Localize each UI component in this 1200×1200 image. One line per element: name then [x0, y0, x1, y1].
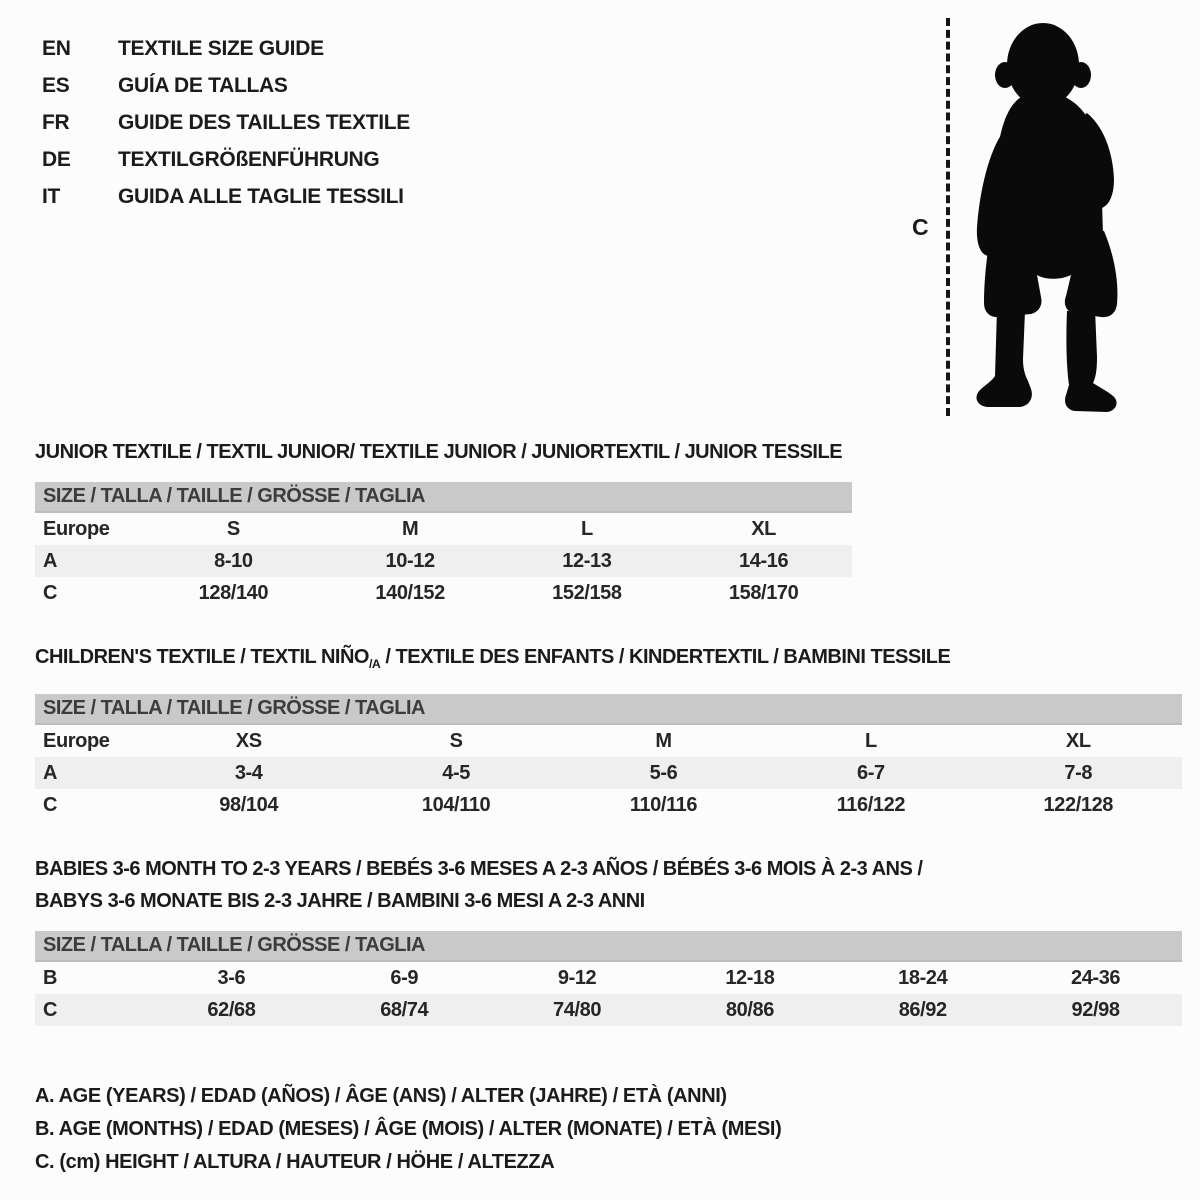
table-cell: 62/68	[207, 998, 256, 1021]
table-cell: 86/92	[898, 998, 947, 1021]
language-row	[42, 141, 410, 178]
table-cell: 6-7	[857, 761, 885, 784]
language-title: TEXTILE SIZE GUIDE	[118, 36, 324, 60]
size-header-band	[35, 482, 852, 513]
table-cell: 14-16	[739, 549, 789, 572]
height-measure-label: C	[912, 214, 929, 240]
section-babies	[35, 853, 1182, 1026]
language-list	[42, 30, 410, 215]
language-code: ES	[42, 73, 70, 97]
height-measure-line	[946, 18, 950, 416]
table-cell: 104/110	[421, 793, 491, 816]
section-title-segment: CHILDREN'S TEXTILE / TEXTIL NIÑO	[35, 646, 369, 668]
row-label: C	[43, 998, 58, 1021]
legend	[35, 1080, 1182, 1179]
language-title: GUÍA DE TALLAS	[118, 73, 288, 97]
size-table	[35, 513, 1182, 609]
table-cell: 92/98	[1071, 998, 1120, 1021]
section-title-block	[35, 641, 1182, 680]
table-row	[35, 577, 852, 609]
table-row	[35, 725, 1182, 757]
table-cell: 110/116	[629, 793, 698, 816]
table-cell: 18-24	[898, 966, 948, 989]
table-cell: XL	[751, 517, 776, 540]
size-table	[35, 962, 1182, 1026]
section-junior	[35, 436, 1182, 609]
section-title-segment: BABIES 3-6 MONTH TO 2-3 YEARS / BEBÉS 3-6 MESES A 2-3 AÑOS / BÉBÉS 3-6 MOIS À 2-3 ANS /	[35, 858, 923, 880]
section-title-segment: / TEXTILE DES ENFANTS / KINDERTEXTIL / BAMBINI TESSILE	[380, 646, 951, 668]
language-code: DE	[42, 147, 71, 171]
table-cell: 9-12	[557, 966, 597, 989]
legend-line: A. AGE (YEARS) / EDAD (AÑOS) / ÂGE (ANS) / ALTER (JAHRE) / ETÀ (ANNI)	[35, 1085, 727, 1107]
table-cell: XL	[1065, 729, 1091, 752]
table-cell: 128/140	[198, 581, 269, 604]
language-code: EN	[42, 36, 71, 60]
table-cell: 80/86	[725, 998, 774, 1021]
section-title	[35, 436, 1182, 468]
table-cell: M	[401, 517, 419, 540]
table-cell: 7-8	[1064, 761, 1093, 784]
table-cell: 12-13	[562, 549, 612, 572]
table-row	[35, 994, 1182, 1026]
table-cell: 24-36	[1070, 966, 1121, 989]
row-label: Europe	[43, 729, 110, 752]
table-cell: 10-12	[385, 549, 435, 572]
table-row	[35, 757, 1182, 789]
language-title: GUIDA ALLE TAGLIE TESSILI	[118, 184, 404, 208]
table-cell: 158/170	[728, 581, 799, 604]
section-title	[35, 641, 1182, 680]
table-cell: L	[864, 729, 877, 752]
toddler-silhouette-image	[963, 16, 1138, 418]
table-cell: 4-5	[442, 761, 470, 784]
table-cell: L	[580, 517, 593, 540]
size-header-band	[35, 694, 1182, 725]
section-children	[35, 641, 1182, 821]
table-cell: 98/104	[219, 793, 279, 816]
legend-line: C. (cm) HEIGHT / ALTURA / HAUTEUR / HÖHE / ALTEZZA	[35, 1151, 555, 1173]
section-title	[35, 853, 1182, 885]
language-row	[42, 30, 410, 67]
table-cell: XS	[235, 729, 262, 752]
table-cell: S	[226, 517, 240, 540]
table-row	[35, 545, 852, 577]
table-cell: 116/122	[836, 793, 906, 816]
table-cell: 5-6	[649, 761, 678, 784]
section-title-segment: /A	[368, 657, 381, 671]
size-header-text: SIZE / TALLA / TAILLE / GRÖSSE / TAGLIA	[43, 697, 425, 719]
table-cell: 12-18	[725, 966, 775, 989]
table-cell: 74/80	[553, 998, 602, 1021]
section-title-segment: BABYS 3-6 MONATE BIS 2-3 JAHRE / BAMBINI 3-6 MESI A 2-3 ANNI	[35, 890, 645, 912]
size-header-band	[35, 931, 1182, 962]
row-label: Europe	[43, 517, 110, 540]
section-title	[35, 885, 1182, 917]
table-cell: 122/128	[1043, 793, 1114, 816]
legend-line: B. AGE (MONTHS) / EDAD (MESES) / ÂGE (MOIS) / ALTER (MONATE) / ETÀ (MESI)	[35, 1118, 782, 1140]
table-row	[35, 789, 1182, 821]
language-row	[42, 178, 410, 215]
section-title-segment: JUNIOR TEXTILE / TEXTIL JUNIOR/ TEXTILE JUNIOR / JUNIORTEXTIL / JUNIOR TESSILE	[35, 441, 843, 463]
table-row	[35, 962, 1182, 994]
row-label: A	[43, 549, 58, 572]
table-cell: M	[655, 729, 672, 752]
language-code: IT	[42, 184, 61, 208]
row-label: A	[43, 761, 58, 784]
table-row	[35, 513, 852, 545]
section-title-block	[35, 436, 1182, 468]
table-cell: 3-6	[217, 966, 246, 989]
section-title-block	[35, 853, 1182, 917]
row-label: C	[43, 581, 58, 604]
table-cell: 3-4	[234, 761, 263, 784]
size-table	[35, 725, 1182, 821]
row-label: B	[43, 966, 58, 989]
language-title: GUIDE DES TAILLES TEXTILE	[118, 110, 410, 134]
table-cell: S	[449, 729, 463, 752]
size-header-text: SIZE / TALLA / TAILLE / GRÖSSE / TAGLIA	[43, 934, 425, 956]
table-cell: 6-9	[390, 966, 419, 989]
size-header-text: SIZE / TALLA / TAILLE / GRÖSSE / TAGLIA	[43, 485, 425, 507]
language-title: TEXTILGRÖßENFÜHRUNG	[118, 147, 380, 171]
table-cell: 152/158	[552, 581, 622, 604]
language-row	[42, 67, 410, 104]
row-label: C	[43, 793, 58, 816]
table-cell: 68/74	[380, 998, 429, 1021]
language-code: FR	[42, 110, 70, 134]
content	[35, 436, 1182, 1179]
table-cell: 140/152	[375, 581, 445, 604]
table-cell: 8-10	[214, 549, 253, 572]
language-row	[42, 104, 410, 141]
